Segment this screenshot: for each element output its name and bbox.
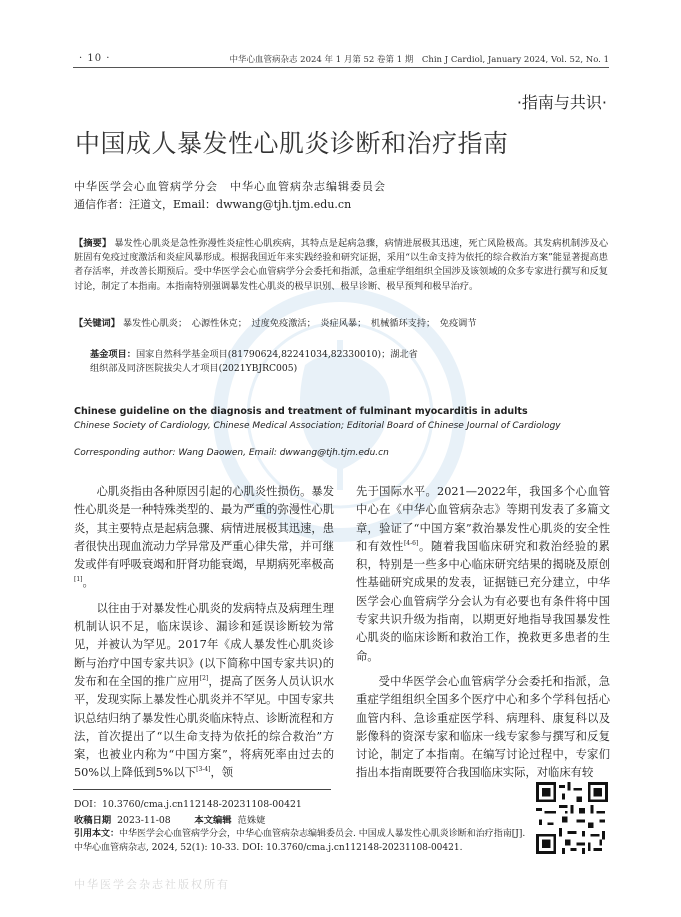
- citation-ref: [1]: [74, 576, 83, 584]
- editor-name: 范姝婕: [237, 815, 266, 826]
- paragraph: 心肌炎指由各种原因引起的心肌炎性损伤。暴发性心肌炎是一种特殊类型的、最为严重的弥漫性心肌炎，其主要特点是起病急骤、病情进展极其迅速，患者很快出现血流动力学异常及严重心律失常，并可继发或伴有呼吸衰竭和肝肾功能衰竭，早期病死率极高[1]。: [74, 485, 334, 590]
- footer-rule: [73, 789, 331, 790]
- abstract-label: 【摘要】: [74, 238, 112, 249]
- funding-label: 基金项目：: [90, 349, 136, 360]
- authors: 中华医学会心血管病学分会 中华心血管病杂志编辑委员会: [74, 180, 386, 193]
- funding-text: 国家自然科学基金项目(81790624,82241034,82330010)；湖北省组织部及同济医院拔尖人才项目(2021YBJRC005): [90, 349, 418, 375]
- abstract-text: 暴发性心肌炎是急性弥漫性炎症性心肌疾病，其特点是起病急骤，病情进展极其迅速，死亡风险极高。其发病机制涉及心脏固有免疫过度激活和炎症风暴形成。根据我国近年来实践经验和研究证据，采用“以生命支持为依托的综合救治方案”能显著提高患者存活率，并改善长期预后。受中华医学会心血管病学分会委托和指派，急重症学组组织全国涉及该领域的众多专家进行撰写和反复讨论，制定了本指南。本指南特别强调暴发性心肌炎的极早识别、极早诊断、极早预判和极早治疗。: [74, 238, 609, 292]
- paragraph: 受中华医学会心血管病学分会委托和指派，急重症学组组织全国多个医疗中心和多个学科包括心血管内科、急诊重症医学科、病理科、康复科以及影像科的资深专家和临床一线专家参与撰写和反复讨论，制定了本指南。在编写讨论过程中，专家们指出本指南既要符合我国临床实际，对临床有较: [356, 674, 610, 780]
- body-column-right: [356, 483, 610, 783]
- header-rule: [73, 67, 609, 68]
- english-title: Chinese guideline on the diagnosis and treatment of fulminant myocarditis in adults: [74, 406, 528, 417]
- paragraph: 以往由于对暴发性心肌炎的发病特点及病理生理机制认识不足，临床误诊、漏诊和延误诊断较为常见，并被认为罕见。2017年《成人暴发性心肌炎诊断与治疗中国专家共识》(以下简称中国专家共识)的发布和在全国的推广应用[2]，提高了医务人员认识水平，发现实际上暴发性心肌炎并不罕见。中国专家共识总结归纳了暴发性心肌炎临床特点、诊断流程和方法，首次提出了“以生命支持为依托的综合救治”方案，也被业内称为“中国方案”，将病死率由过去的50%以上降低到5%以下[3-4]，领: [74, 601, 334, 780]
- column-tag: ·指南与共识·: [516, 93, 607, 112]
- keywords-text: 暴发性心肌炎； 心源性休克； 过度免疫激活； 炎症风暴； 机械循环支持； 免疫调节: [122, 318, 477, 329]
- paragraph: 先于国际水平。2021—2022年，我国多个心血管中心在《中华心血管病杂志》等期刊发表了多篇文章，验证了“中国方案”救治暴发性心肌炎的安全性和有效性[4-6]。随着我国临床研究和救治经验的累积，特别是一些多中心临床研究结果的揭晓及原创性基础研究成果的发表，证据链已充分建立，中华医学会心血管病学分会认为有必要也有条件将中国专家共识升级为指南，以期更好地指导我国暴发性心肌炎的临床诊断和救治工作，挽救更多患者的生命。: [356, 485, 610, 663]
- citation: 引用本文：中华医学会心血管病学分会，中华心血管病杂志编辑委员会. 中国成人暴发性心肌炎诊断和治疗指南[J]. 中华心血管病杂志, 2024, 52(1): 10-33. DOI: 10.3760/cma.j.cn112148-20231108-00421.: [74, 829, 526, 853]
- keywords: [74, 317, 608, 331]
- english-corresponding-author: Corresponding author: Wang Daowen, Email: dwwang@tjh.tjm.edu.cn: [74, 448, 389, 458]
- abstract: [74, 237, 608, 294]
- funding: [90, 348, 426, 376]
- body-column-left: [74, 483, 334, 783]
- citation-ref: [2]: [199, 675, 209, 683]
- page-title: 中国成人暴发性心肌炎诊断和治疗指南: [75, 129, 509, 158]
- editor-label: 本文编辑: [194, 815, 232, 826]
- english-authors: Chinese Society of Cardiology, Chinese Medical Association; Editorial Board of Chinese Journal of Cardiology: [74, 421, 561, 431]
- citation-ref: [4-6]: [403, 540, 419, 548]
- corresponding-author: 通信作者：汪道文，Email：dwwang@tjh.tjm.edu.cn: [74, 198, 352, 211]
- page-number: · 10 ·: [79, 53, 111, 64]
- keywords-label: 【关键词】: [74, 318, 120, 329]
- watermark-text: 中华医学会杂志社版权所有: [74, 878, 230, 891]
- doi[interactable]: DOI：10.3760/cma.j.cn112148-20231108-00421: [74, 799, 302, 810]
- qr-code[interactable]: [536, 782, 608, 854]
- journal-header: 中华心血管病杂志 2024 年 1 月第 52 卷第 1 期 Chin J Cardiol, January 2024, Vol. 52, No. 1: [229, 55, 609, 65]
- citation-ref: [3-4]: [196, 766, 211, 774]
- received-date: 收稿日期 2023-11-08 本文编辑 范姝婕: [74, 815, 266, 826]
